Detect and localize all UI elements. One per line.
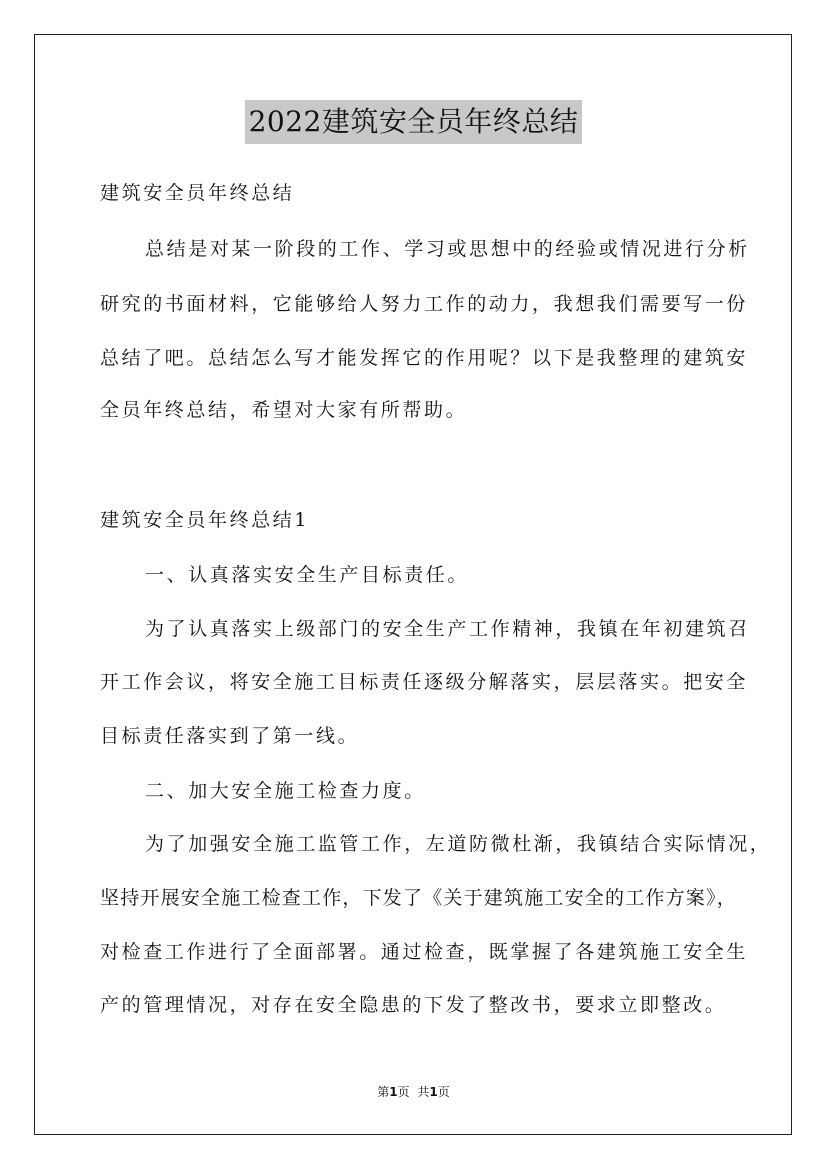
paragraph-line: 开工作会议，将安全施工目标责任逐级分解落实，层层落实。把安全 — [100, 671, 749, 693]
page-prefix: 第 — [377, 1085, 390, 1099]
subheading-1: 一、认真落实安全生产目标责任。 — [145, 564, 470, 586]
paragraph-line: 目标责任落实到了第一线。 — [100, 725, 360, 747]
page-number: 1 — [389, 1085, 398, 1099]
subheading-2: 二、加大安全施工检查力度。 — [145, 780, 426, 802]
section-heading-intro: 建筑安全员年终总结 — [100, 182, 295, 204]
paragraph-line: 为了加强安全施工监管工作，左道防微杜渐，我镇结合实际情况， — [145, 833, 772, 855]
title-container — [0, 100, 827, 144]
paragraph-line: 坚持开展安全施工检查工作，下发了《关于建筑施工安全的工作方案》， — [100, 887, 737, 909]
page-footer — [0, 1083, 827, 1100]
total-suffix: 页 — [437, 1085, 450, 1099]
paragraph-line: 研究的书面材料，它能够给人努力工作的动力，我想我们需要写一份 — [100, 293, 749, 315]
paragraph-line: 总结是对某一阶段的工作、学习或思想中的经验或情况进行分析 — [145, 238, 750, 260]
page-suffix: 页 — [397, 1085, 410, 1099]
total-pages: 1 — [429, 1085, 438, 1099]
paragraph-line: 全员年终总结，希望对大家有所帮助。 — [100, 399, 468, 421]
section-heading-1: 建筑安全员年终总结1 — [100, 509, 310, 531]
paragraph-line: 对检查工作进行了全面部署。通过检查，既掌握了各建筑施工安全生 — [100, 941, 749, 963]
paragraph-line: 为了认真落实上级部门的安全生产工作精神，我镇在年初建筑召 — [145, 618, 750, 640]
paragraph-line: 总结了吧。总结怎么写才能发挥它的作用呢？以下是我整理的建筑安 — [100, 347, 749, 369]
document-title: 2022建筑安全员年终总结 — [245, 100, 583, 144]
paragraph-line: 产的管理情况，对存在安全隐患的下发了整改书，要求立即整改。 — [100, 994, 727, 1016]
total-prefix: 共 — [417, 1085, 430, 1099]
